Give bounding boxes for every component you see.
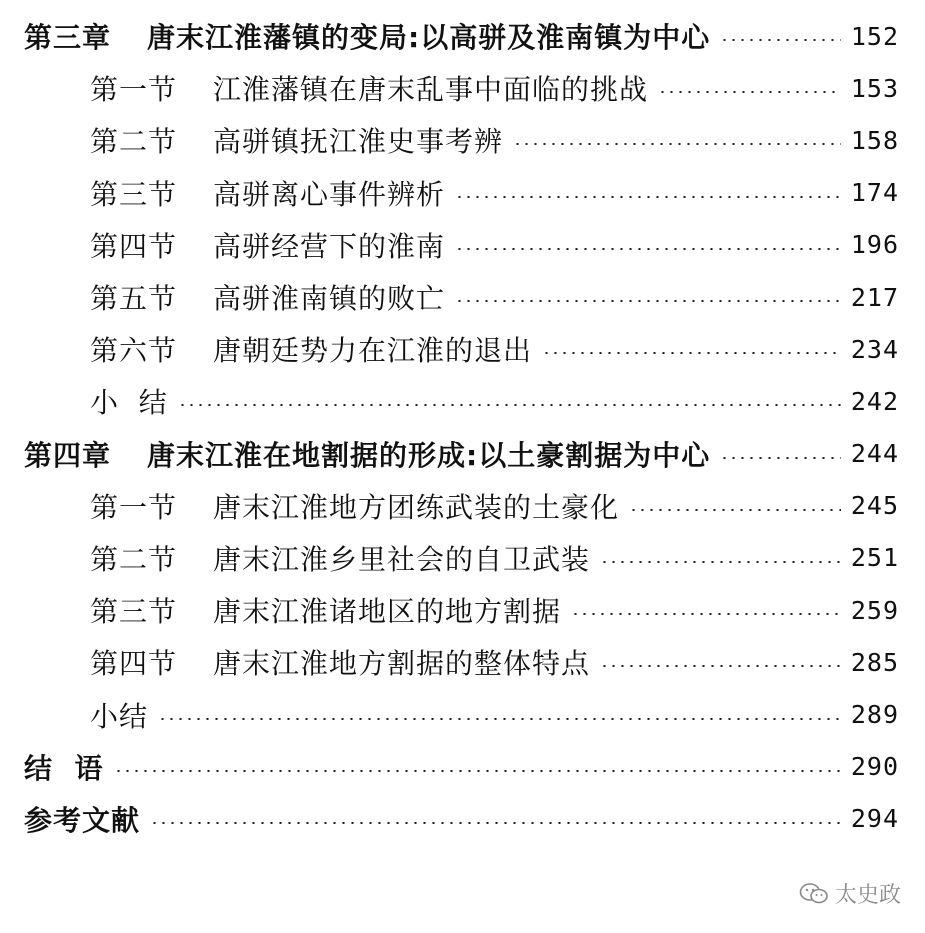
dot-leader — [571, 613, 841, 615]
toc-entry-label: 第一节 — [90, 490, 178, 524]
dot-leader — [658, 91, 841, 93]
toc-entry-page-number: 217 — [850, 282, 899, 312]
toc-section-entry — [0, 636, 925, 688]
dot-leader — [178, 404, 841, 406]
watermark — [799, 878, 901, 909]
toc-entry-page-number: 294 — [850, 804, 899, 834]
dot-leader — [513, 143, 841, 145]
toc-entry-label: 第三节 — [90, 177, 178, 211]
toc-section-entry — [0, 375, 925, 427]
toc-chapter-entry — [0, 428, 925, 480]
toc-entry-label: 第六节 — [90, 334, 178, 368]
toc-entry-title: 唐末江淮地方割据的整体特点 — [213, 647, 591, 681]
toc-chapter-entry — [0, 741, 925, 793]
watermark-text: 太史政 — [834, 883, 901, 908]
toc-entry-label: 第三节 — [90, 595, 178, 629]
toc-entry-label: 参考文献 — [24, 803, 141, 837]
toc-section-entry — [0, 114, 925, 166]
toc-entry-label: 第四节 — [90, 647, 178, 681]
toc-entry-title: 唐末江淮地方团练武装的土豪化 — [213, 490, 620, 524]
toc-entry-label: 小结 — [90, 699, 149, 733]
dot-leader — [600, 665, 841, 667]
toc-chapter-entry — [0, 10, 925, 62]
toc-entry-title: 高骈离心事件辨析 — [213, 177, 446, 211]
toc-entry-page-number: 174 — [850, 178, 899, 208]
dot-leader — [600, 561, 841, 563]
dot-leader — [455, 248, 841, 250]
toc-section-entry — [0, 688, 925, 740]
toc-section-entry — [0, 271, 925, 323]
toc-entry-page-number: 244 — [850, 439, 899, 469]
dot-leader — [720, 39, 841, 41]
toc-entry-title: 唐末江淮诸地区的地方割据 — [213, 595, 562, 629]
toc-entry-label: 第一节 — [90, 73, 178, 107]
toc-entry-label: 第三章 — [24, 21, 112, 55]
toc-entry-label: 第四章 — [24, 438, 112, 472]
toc-entry-page-number: 234 — [850, 334, 899, 364]
toc-entry-title: 高骈镇抚江淮史事考辨 — [213, 125, 504, 159]
wechat-icon — [799, 882, 829, 906]
toc-entry-page-number: 242 — [850, 386, 899, 416]
dot-leader — [455, 196, 841, 198]
toc-entry-title: 唐朝廷势力在江淮的退出 — [213, 334, 533, 368]
toc-section-entry — [0, 323, 925, 375]
toc-entry-label: 第二节 — [90, 125, 178, 159]
toc-entry-page-number: 153 — [850, 73, 899, 103]
toc-entry-title: 唐末江淮乡里社会的自卫武装 — [213, 542, 591, 576]
toc-chapter-entry — [0, 793, 925, 845]
toc-entry-label: 结 语 — [24, 751, 104, 785]
toc-section-entry — [0, 167, 925, 219]
toc-entry-label: 小 结 — [90, 386, 168, 420]
toc-section-entry — [0, 62, 925, 114]
dot-leader — [629, 509, 841, 511]
toc-entry-label: 第四节 — [90, 229, 178, 263]
toc-entry-label: 第二节 — [90, 542, 178, 576]
dot-leader — [720, 457, 841, 459]
toc-entry-label: 第五节 — [90, 282, 178, 316]
toc-entry-page-number: 158 — [850, 125, 899, 155]
toc-entry-title: 高骈经营下的淮南 — [213, 229, 446, 263]
toc-entry-page-number: 152 — [850, 21, 899, 51]
toc-entry-title: 唐末江淮在地割据的形成:以土豪割据为中心 — [147, 438, 711, 472]
dot-leader — [455, 300, 841, 302]
toc-entry-title: 高骈淮南镇的败亡 — [213, 282, 446, 316]
toc-entry-page-number: 196 — [850, 230, 899, 260]
toc-entry-page-number: 245 — [850, 491, 899, 521]
dot-leader — [150, 822, 841, 824]
toc-entry-page-number: 251 — [850, 543, 899, 573]
toc-section-entry — [0, 219, 925, 271]
toc-entry-title: 唐末江淮藩镇的变局:以高骈及淮南镇为中心 — [147, 21, 711, 55]
toc-entry-title: 江淮藩镇在唐末乱事中面临的挑战 — [213, 73, 649, 107]
toc-entry-page-number: 290 — [850, 752, 899, 782]
toc-entry-page-number: 289 — [850, 700, 899, 730]
table-of-contents — [0, 10, 925, 845]
toc-entry-page-number: 285 — [850, 647, 899, 677]
toc-entry-page-number: 259 — [850, 595, 899, 625]
dot-leader — [542, 352, 841, 354]
dot-leader — [114, 770, 841, 772]
toc-section-entry — [0, 532, 925, 584]
toc-section-entry — [0, 584, 925, 636]
toc-section-entry — [0, 480, 925, 532]
dot-leader — [158, 718, 841, 720]
